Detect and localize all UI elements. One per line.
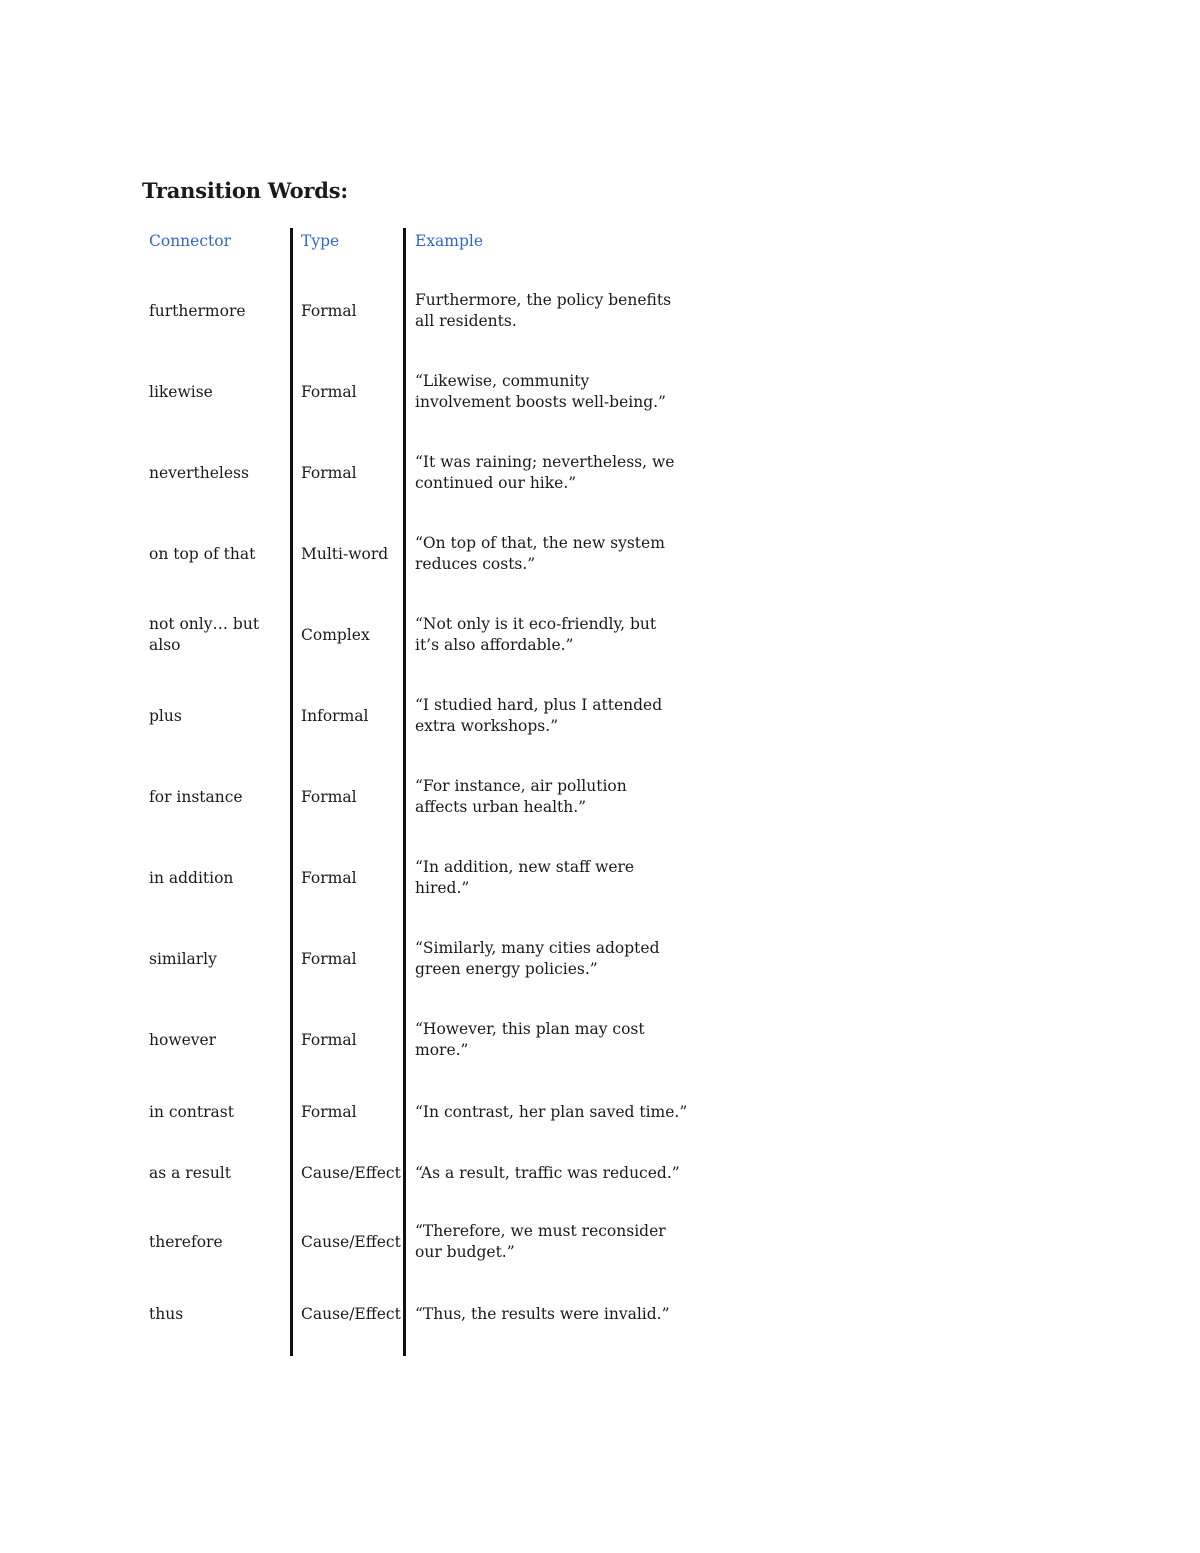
cell-type: Formal [301,1102,357,1121]
header-example: Example [415,231,484,250]
cell-example: “As a result, traffic was reduced.” [415,1163,680,1182]
cell-type: Informal [301,706,369,725]
cell-type: Formal [301,463,357,482]
header-connector: Connector [149,231,231,250]
table-row [0,452,700,494]
cell-type: Formal [301,868,357,887]
cell-type: Cause/Effect [301,1163,401,1182]
cell-type: Multi-word [301,544,389,563]
header-type: Type [301,231,340,250]
cell-connector: similarly [149,949,217,968]
cell-type: Complex [301,625,370,644]
cell-example: “However, this plan may cost more.” [415,1020,645,1059]
table-row [0,1221,700,1263]
table-row [0,290,700,332]
table-row [0,1100,700,1124]
table-row [0,1302,700,1326]
cell-connector: likewise [149,382,213,401]
cell-example: “I studied hard, plus I attended extra workshops.” [415,696,663,735]
table-row [0,533,700,575]
cell-connector: nevertheless [149,463,249,482]
cell-connector: as a result [149,1163,231,1182]
cell-example: “It was raining; nevertheless, we continued our hike.” [415,453,675,492]
cell-example: “Not only is it eco-friendly, but it’s also affordable.” [415,615,657,654]
cell-example: “Thus, the results were invalid.” [415,1304,670,1323]
table-row [0,1019,700,1061]
table-row [0,614,700,656]
cell-connector: in addition [149,868,234,887]
cell-type: Formal [301,1030,357,1049]
table-row [0,695,700,737]
cell-connector: in contrast [149,1102,234,1121]
cell-type: Cause/Effect [301,1232,401,1251]
cell-connector: not only… but also [149,615,260,654]
cell-example: “In addition, new staff were hired.” [415,858,635,897]
cell-type: Cause/Effect [301,1304,401,1323]
table-row [0,371,700,413]
table-row [0,1161,700,1185]
cell-type: Formal [301,382,357,401]
cell-connector: plus [149,706,182,725]
cell-connector: for instance [149,787,243,806]
cell-connector: therefore [149,1232,223,1251]
cell-example: “Similarly, many cities adopted green energy policies.” [415,939,660,978]
cell-type: Formal [301,949,357,968]
cell-connector: furthermore [149,301,246,320]
cell-example: “In contrast, her plan saved time.” [415,1102,688,1121]
cell-example: “Therefore, we must reconsider our budget.” [415,1222,666,1261]
page-title: Transition Words: [142,178,348,203]
cell-connector: however [149,1030,217,1049]
table-row [0,938,700,980]
cell-type: Formal [301,301,357,320]
cell-type: Formal [301,787,357,806]
cell-connector: on top of that [149,544,256,563]
cell-example: Furthermore, the policy benefits all residents. [415,291,672,330]
cell-connector: thus [149,1304,184,1323]
cell-example: “On top of that, the new system reduces costs.” [415,534,665,573]
cell-example: “For instance, air pollution affects urban health.” [415,777,627,816]
cell-example: “Likewise, community involvement boosts well-being.” [415,372,666,411]
table-row [0,776,700,818]
table-row [0,857,700,899]
table-header-row [0,228,700,254]
